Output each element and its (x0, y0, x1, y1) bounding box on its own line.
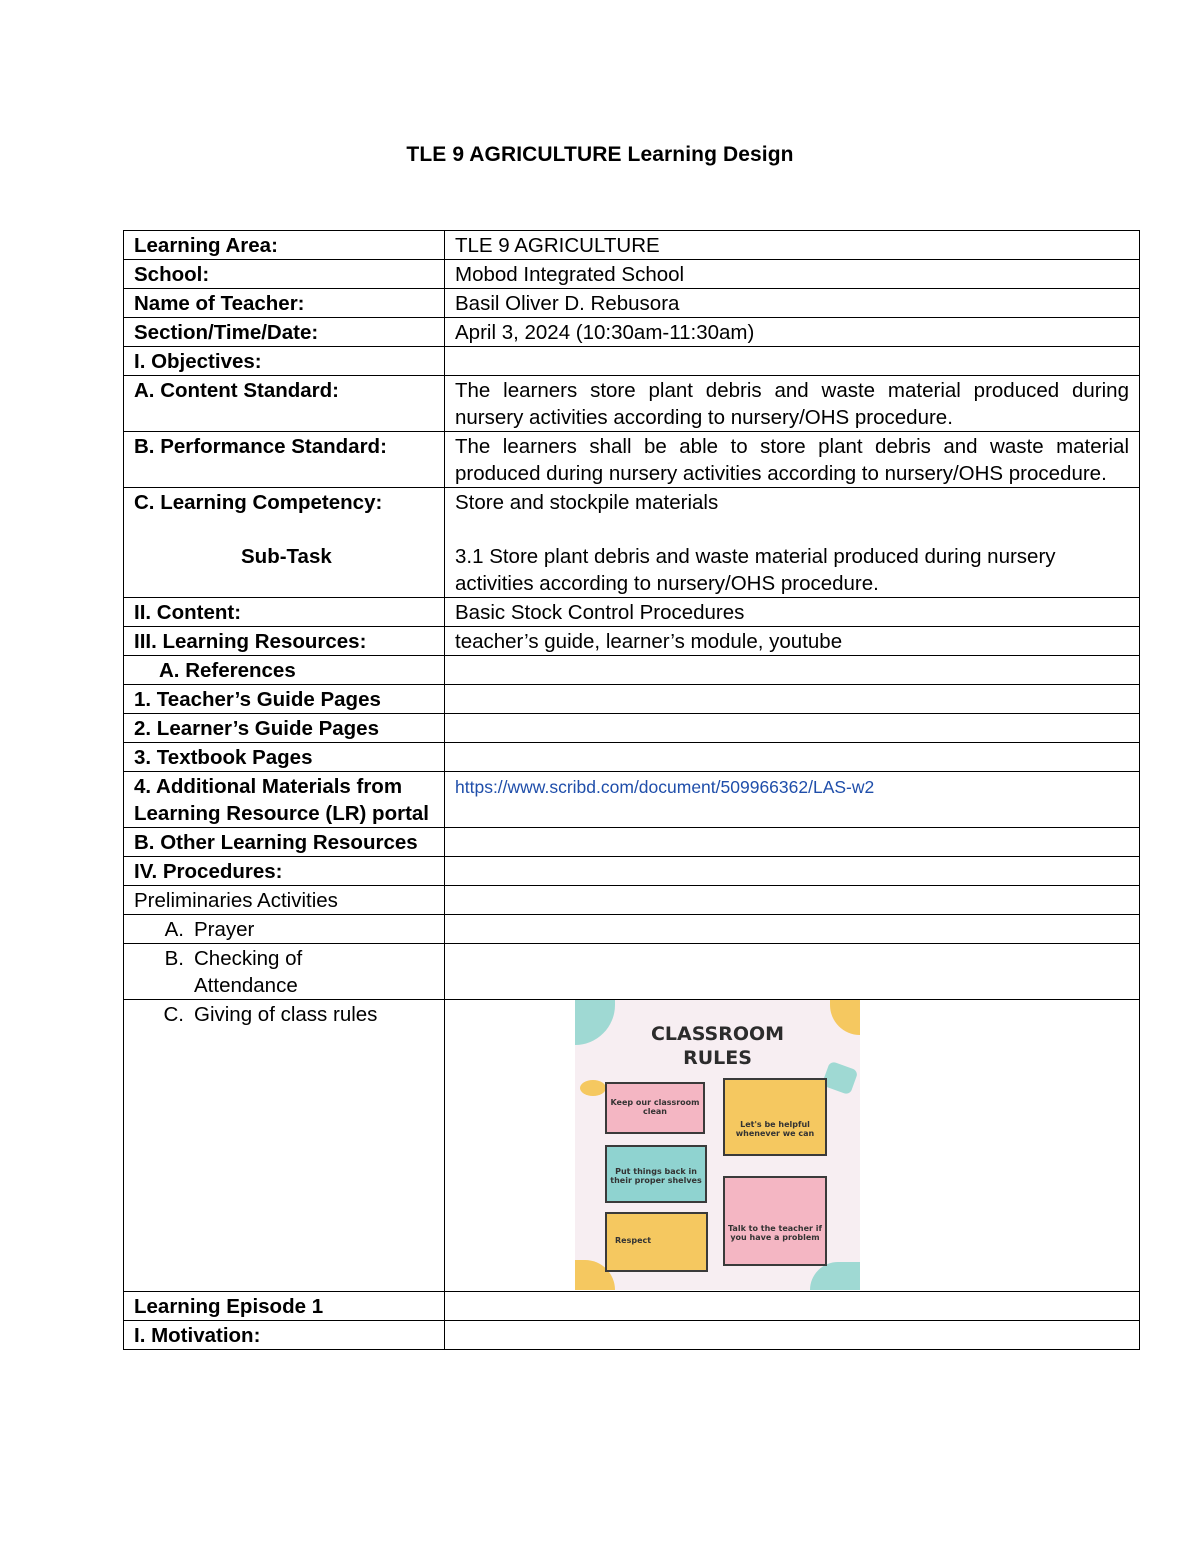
label-school: School: (124, 260, 445, 289)
learning-design-table (123, 230, 1140, 1350)
value-learning-area: TLE 9 AGRICULTURE (445, 231, 1140, 260)
row-procedures (124, 857, 1140, 886)
value-learning-resources: teacher’s guide, learner’s module, youtube (445, 627, 1140, 656)
label-sub-task: Sub-Task (241, 545, 332, 568)
list-item (124, 945, 434, 999)
label-preliminaries: Preliminaries Activities (124, 886, 445, 915)
label-other-resources: B. Other Learning Resources (124, 828, 445, 857)
label-learners-guide: 2. Learner’s Guide Pages (124, 714, 445, 743)
label-textbook: 3. Textbook Pages (124, 743, 445, 772)
row-textbook (124, 743, 1140, 772)
row-content (124, 598, 1140, 627)
label-learning-competency: C. Learning Competency: (134, 491, 383, 514)
list-item (124, 1001, 434, 1028)
label-objectives: I. Objectives: (124, 347, 445, 376)
value-section: April 3, 2024 (10:30am-11:30am) (445, 318, 1140, 347)
label-motivation: I. Motivation: (124, 1321, 445, 1350)
row-preliminaries (124, 886, 1140, 915)
cell-poster (445, 1000, 1140, 1292)
row-other-resources (124, 828, 1140, 857)
label-teacher: Name of Teacher: (124, 289, 445, 318)
label-procedures: IV. Procedures: (124, 857, 445, 886)
list-marker: C. (163, 1003, 184, 1026)
row-attendance (124, 944, 1140, 1000)
rule-card: Put things back in their proper shelves (605, 1145, 707, 1203)
list-marker: A. (164, 918, 184, 941)
row-content-standard (124, 376, 1140, 432)
poster-title: CLASSROOM RULES (650, 1023, 785, 1069)
value-content: Basic Stock Control Procedures (445, 598, 1140, 627)
label-content: II. Content: (124, 598, 445, 627)
classroom-rules-poster (575, 1000, 860, 1290)
label-teachers-guide: 1. Teacher’s Guide Pages (124, 685, 445, 714)
row-teachers-guide (124, 685, 1140, 714)
row-motivation (124, 1321, 1140, 1350)
label-learning-episode: Learning Episode 1 (124, 1292, 445, 1321)
value-school: Mobod Integrated School (445, 260, 1140, 289)
row-additional-materials (124, 772, 1140, 828)
rule-card: Keep our classroom clean (605, 1082, 705, 1134)
label-content-standard: A. Content Standard: (124, 376, 445, 432)
list-marker: B. (164, 947, 184, 970)
label-class-rules: Giving of class rules (194, 1003, 378, 1026)
row-learning-episode (124, 1292, 1140, 1321)
value-teacher: Basil Oliver D. Rebusora (445, 289, 1140, 318)
cell-additional-link (445, 772, 1140, 828)
value-content-standard: The learners store plant debris and waste material produced during nursery activities according to nursery/OHS procedure. (445, 376, 1140, 432)
row-learning-resources (124, 627, 1140, 656)
label-learning-area: Learning Area: (124, 231, 445, 260)
row-performance-standard (124, 432, 1140, 488)
row-learning-competency (124, 488, 1140, 598)
cell-learning-competency-value (445, 488, 1140, 598)
label-references: A. References (124, 656, 445, 685)
row-references (124, 656, 1140, 685)
row-section (124, 318, 1140, 347)
row-objectives (124, 347, 1140, 376)
value-sub-task: 3.1 Store plant debris and waste material produced during nursery activities according to nursery/OHS procedure. (455, 545, 1056, 595)
value-learning-competency: Store and stockpile materials (455, 491, 719, 514)
row-learning-area (124, 231, 1140, 260)
lr-portal-link[interactable]: https://www.scribd.com/document/509966362/LAS-w2 (455, 777, 875, 797)
label-attendance: Checking of Attendance (194, 947, 303, 997)
rule-card: Let's be helpful whenever we can (723, 1078, 827, 1156)
label-additional-materials: 4. Additional Materials from Learning Resource (LR) portal (124, 772, 445, 828)
label-learning-resources: III. Learning Resources: (124, 627, 445, 656)
value-performance-standard: The learners shall be able to store plant debris and waste material produced during nursery activities according to nursery/OHS procedure. (445, 432, 1140, 488)
label-section: Section/Time/Date: (124, 318, 445, 347)
list-item (124, 916, 434, 943)
label-performance-standard: B. Performance Standard: (124, 432, 445, 488)
row-learners-guide (124, 714, 1140, 743)
row-class-rules (124, 1000, 1140, 1292)
row-prayer (124, 915, 1140, 944)
value-objectives (445, 347, 1140, 376)
document-title: TLE 9 AGRICULTURE Learning Design (406, 143, 794, 166)
rule-card: Respect (605, 1212, 708, 1272)
rule-card: Talk to the teacher if you have a problem (723, 1176, 827, 1266)
row-teacher (124, 289, 1140, 318)
cell-learning-competency (124, 488, 445, 598)
label-prayer: Prayer (194, 918, 255, 941)
row-school (124, 260, 1140, 289)
